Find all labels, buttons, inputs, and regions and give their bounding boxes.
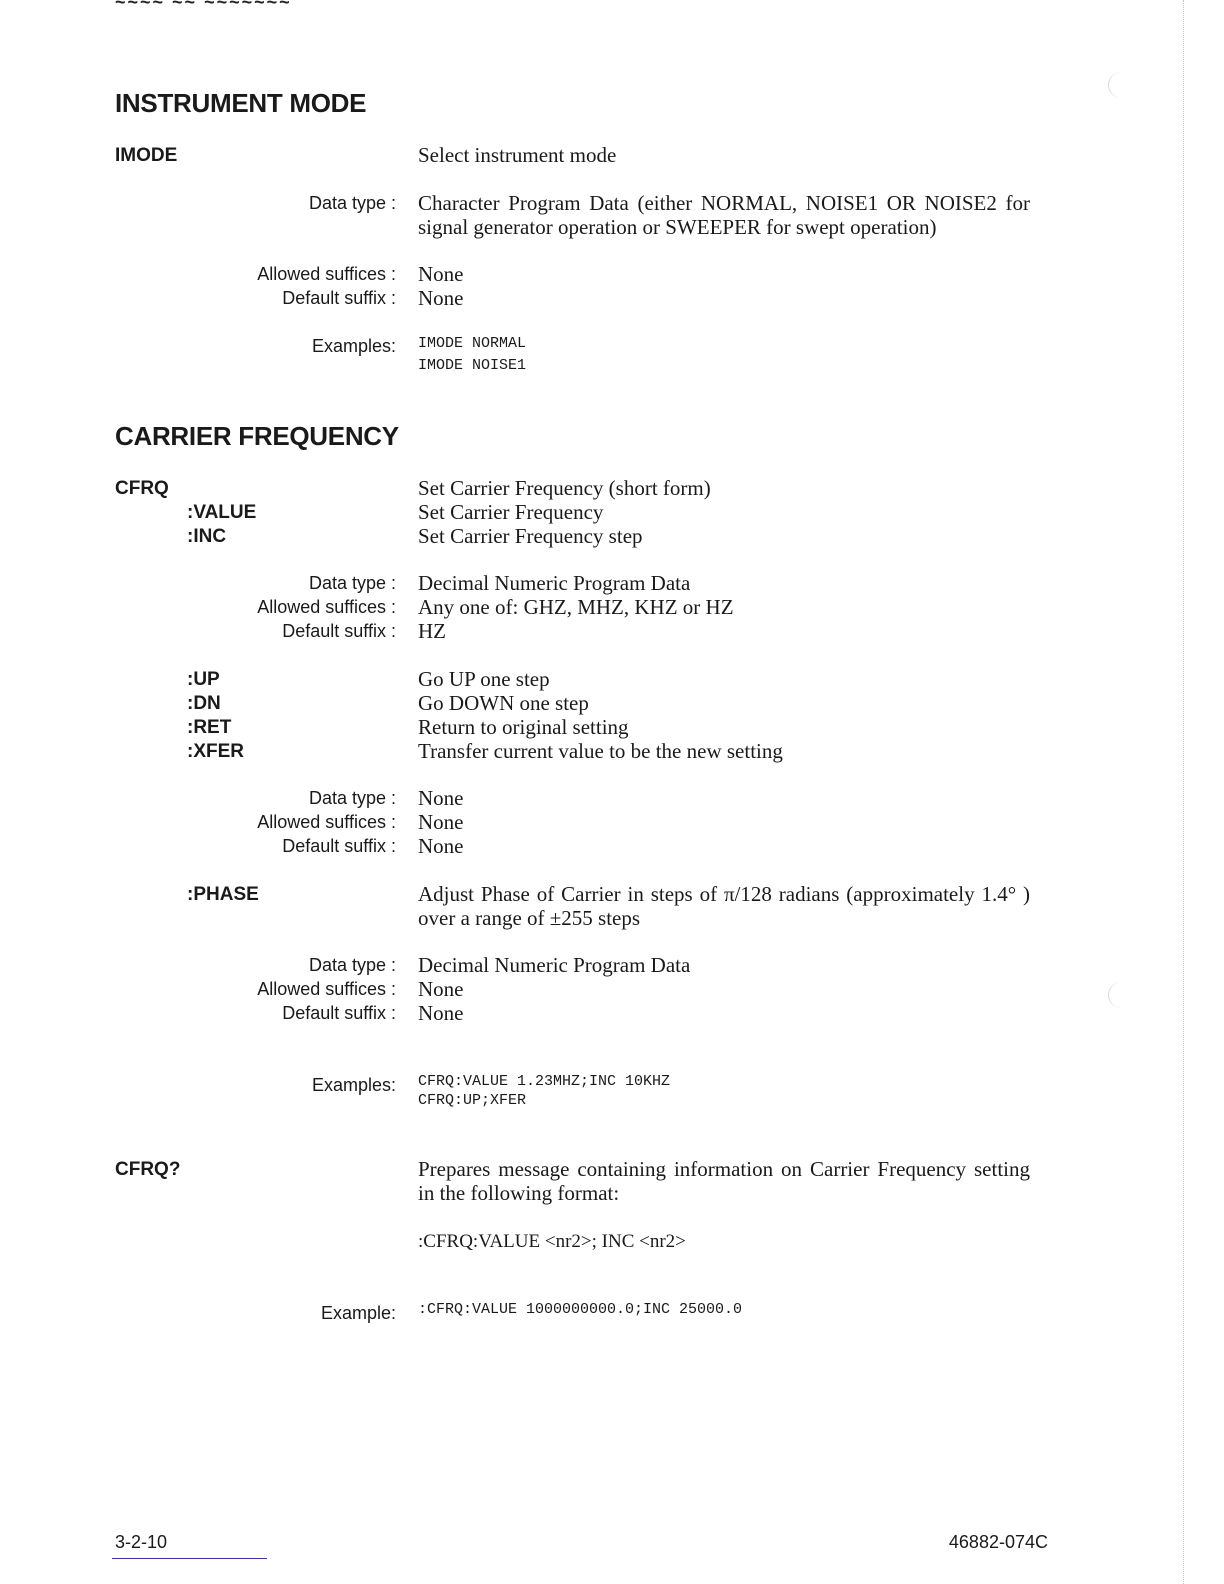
cfrq-inc-description: Set Carrier Frequency step [418, 524, 643, 548]
cfrq-query-example: :CFRQ:VALUE 1000000000.0;INC 25000.0 [418, 1301, 743, 1318]
command-cfrq-inc: :INC [187, 526, 227, 547]
command-cfrq: CFRQ [115, 478, 169, 499]
page-header-fragment: ~~~~ ~~ ~~~~~~~ [115, 0, 292, 12]
section-heading-instrument-mode: INSTRUMENT MODE [115, 88, 367, 118]
cfrq-steps-default-value: None [418, 834, 464, 858]
command-cfrq-query: CFRQ? [115, 1159, 181, 1180]
cfrq-example-1: CFRQ:VALUE 1.23MHZ;INC 10KHZ [418, 1073, 671, 1090]
page-number: 3-2-10 [115, 1532, 168, 1552]
cfrq-allowed-label: Allowed suffices : [257, 597, 396, 617]
command-cfrq-value: :VALUE [187, 502, 257, 523]
cfrq-example-2: CFRQ:UP;XFER [418, 1092, 527, 1109]
cfrq-steps-allowed-value: None [418, 810, 464, 834]
cfrq-xfer-description: Transfer current value to be the new setting [418, 739, 783, 763]
cfrq-description: Set Carrier Frequency (short form) [418, 476, 711, 500]
cfrq-ret-description: Return to original setting [418, 715, 629, 739]
imode-example-1: IMODE NORMAL [418, 335, 527, 352]
cfrq-query-format: :CFRQ:VALUE <nr2>; INC <nr2> [418, 1231, 686, 1252]
cfrq-phase-allowed-value: None [418, 977, 464, 1001]
cfrq-steps-data-type: None [418, 786, 464, 810]
command-cfrq-phase: :PHASE [187, 884, 259, 905]
footer-rule [112, 1558, 267, 1559]
cfrq-phase-data-type: Decimal Numeric Program Data [418, 953, 691, 977]
cfrq-default-value: HZ [418, 619, 446, 643]
imode-examples-label: Examples: [311, 336, 396, 356]
cfrq-default-label: Default suffix : [282, 621, 396, 641]
cfrq-steps-allowed-label: Allowed suffices : [257, 812, 396, 832]
command-cfrq-dn: :DN [187, 693, 221, 714]
section-heading-carrier-frequency: CARRIER FREQUENCY [115, 421, 399, 451]
cfrq-up-description: Go UP one step [418, 667, 550, 691]
cfrq-query-example-label: Example: [320, 1303, 396, 1323]
cfrq-phase-description: Adjust Phase of Carrier in steps of π/128 radians (approximately 1.4° ) over a range of ±255 steps [418, 882, 1030, 930]
imode-data-type: Character Program Data (either NORMAL, NOISE1 OR NOISE2 for signal generator operation or SWEEPER for swept operation) [418, 191, 1030, 239]
cfrq-examples-label: Examples: [311, 1075, 396, 1095]
cfrq-phase-default-label: Default suffix : [282, 1003, 396, 1023]
imode-allowed-value: None [418, 262, 464, 286]
cfrq-phase-allowed-label: Allowed suffices : [257, 979, 396, 999]
command-imode: IMODE [115, 145, 178, 166]
cfrq-allowed-value: Any one of: GHZ, MHZ, KHZ or HZ [418, 595, 734, 619]
page-edge-shadow [1183, 0, 1188, 1584]
imode-example-2: IMODE NOISE1 [418, 357, 527, 374]
cfrq-query-description: Prepares message containing information on Carrier Frequency setting in the following format: [418, 1157, 1030, 1205]
cfrq-steps-default-label: Default suffix : [282, 836, 396, 856]
punch-hole-mark [1108, 72, 1135, 98]
cfrq-phase-default-value: None [418, 1001, 464, 1025]
imode-default-value: None [418, 286, 464, 310]
cfrq-value-description: Set Carrier Frequency [418, 500, 604, 524]
imode-allowed-label: Allowed suffices : [257, 264, 396, 284]
cfrq-phase-data-type-label: Data type : [308, 955, 396, 975]
punch-hole-mark [1108, 982, 1135, 1008]
cfrq-dn-description: Go DOWN one step [418, 691, 589, 715]
cfrq-steps-data-type-label: Data type : [308, 788, 396, 808]
imode-data-type-label: Data type : [308, 193, 396, 213]
command-cfrq-up: :UP [187, 669, 220, 690]
document-number: 46882-074C [948, 1532, 1048, 1552]
command-cfrq-xfer: :XFER [187, 741, 244, 762]
imode-description: Select instrument mode [418, 143, 617, 167]
cfrq-data-type-label: Data type : [308, 573, 396, 593]
imode-default-label: Default suffix : [282, 288, 396, 308]
command-cfrq-ret: :RET [187, 717, 232, 738]
cfrq-data-type: Decimal Numeric Program Data [418, 571, 691, 595]
